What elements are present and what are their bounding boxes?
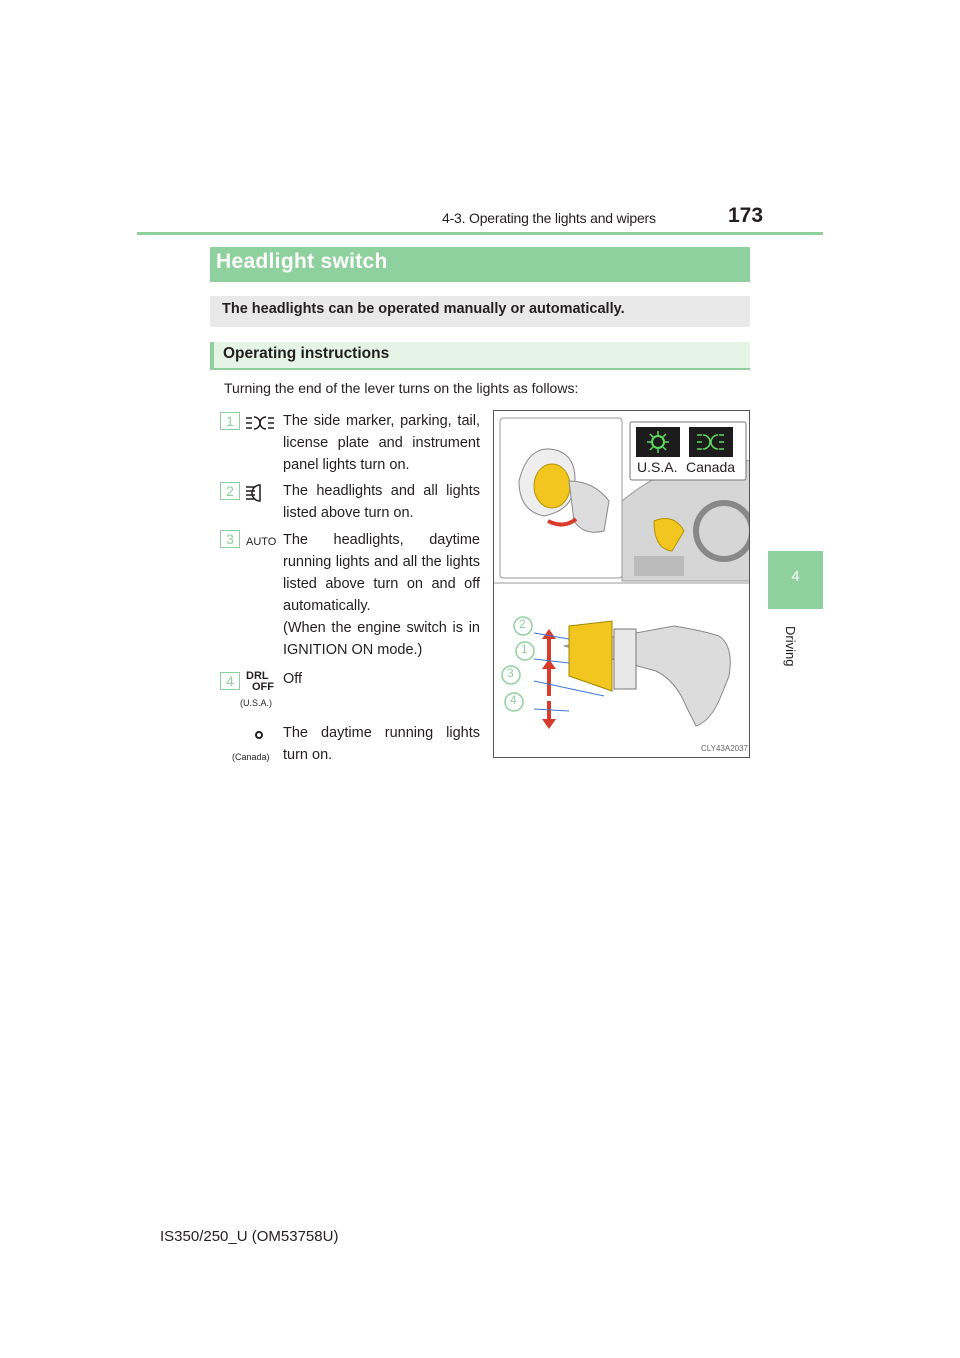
lead-text: Turning the end of the lever turns on the lights as follows: [224,380,579,396]
footer-model: IS350/250_U (OM53758U) [160,1228,339,1245]
chapter-tab[interactable]: 4 [768,551,823,609]
header-rule [137,232,823,235]
item-text-1: The side marker, parking, tail, license plate and instrument panel lights turn on. [283,413,480,473]
drl-off-icon-line2: OFF [252,681,274,693]
subheading-bar [210,342,750,370]
intro-box [210,296,750,327]
figure-label-usa: U.S.A. [637,459,678,475]
item-number-3: 3 [220,530,240,548]
drl-off-icon [246,671,274,693]
item-text-3: The headlights, daytime running lights and all the lights listed above turn on and off automatically. [283,532,480,614]
page-number: 173 [728,204,764,227]
figure-label-canada: Canada [686,459,736,475]
figure-code: CLY43A2037 [701,744,748,753]
auto-icon: AUTO [246,536,277,548]
figure-callout-2: 2 [519,617,526,631]
page-title-bar [210,247,750,282]
headlight-switch-figure [493,410,750,758]
item-text-5: The daytime running lights turn on. [283,725,480,763]
chapter-label: Driving [783,626,798,667]
usa-note: (U.S.A.) [240,698,273,708]
canada-note: (Canada) [232,752,270,762]
page-title: Headlight switch [216,250,388,273]
item-text-4: Off [283,671,303,687]
figure-callout-1: 1 [521,642,528,656]
section-title: 4-3. Operating the lights and wipers [442,210,656,226]
drl-on-icon [253,729,265,741]
parking-lights-icon [246,415,274,431]
item-text-3-note: (When the engine switch is in IGNITION ON mode.) [283,620,480,658]
subheading: Operating instructions [223,345,390,362]
item-text-2: The headlights and all lights listed above turn on. [283,483,480,521]
item-number-2: 2 [220,482,240,500]
item-number-4: 4 [220,672,240,690]
headlights-icon [246,484,274,502]
drl-off-icon-line1: DRL [246,670,269,682]
figure-callout-4: 4 [510,693,517,707]
intro-text: The headlights can be operated manually or automatically. [222,301,625,317]
item-number-1: 1 [220,412,240,430]
figure-callout-3: 3 [507,666,514,680]
